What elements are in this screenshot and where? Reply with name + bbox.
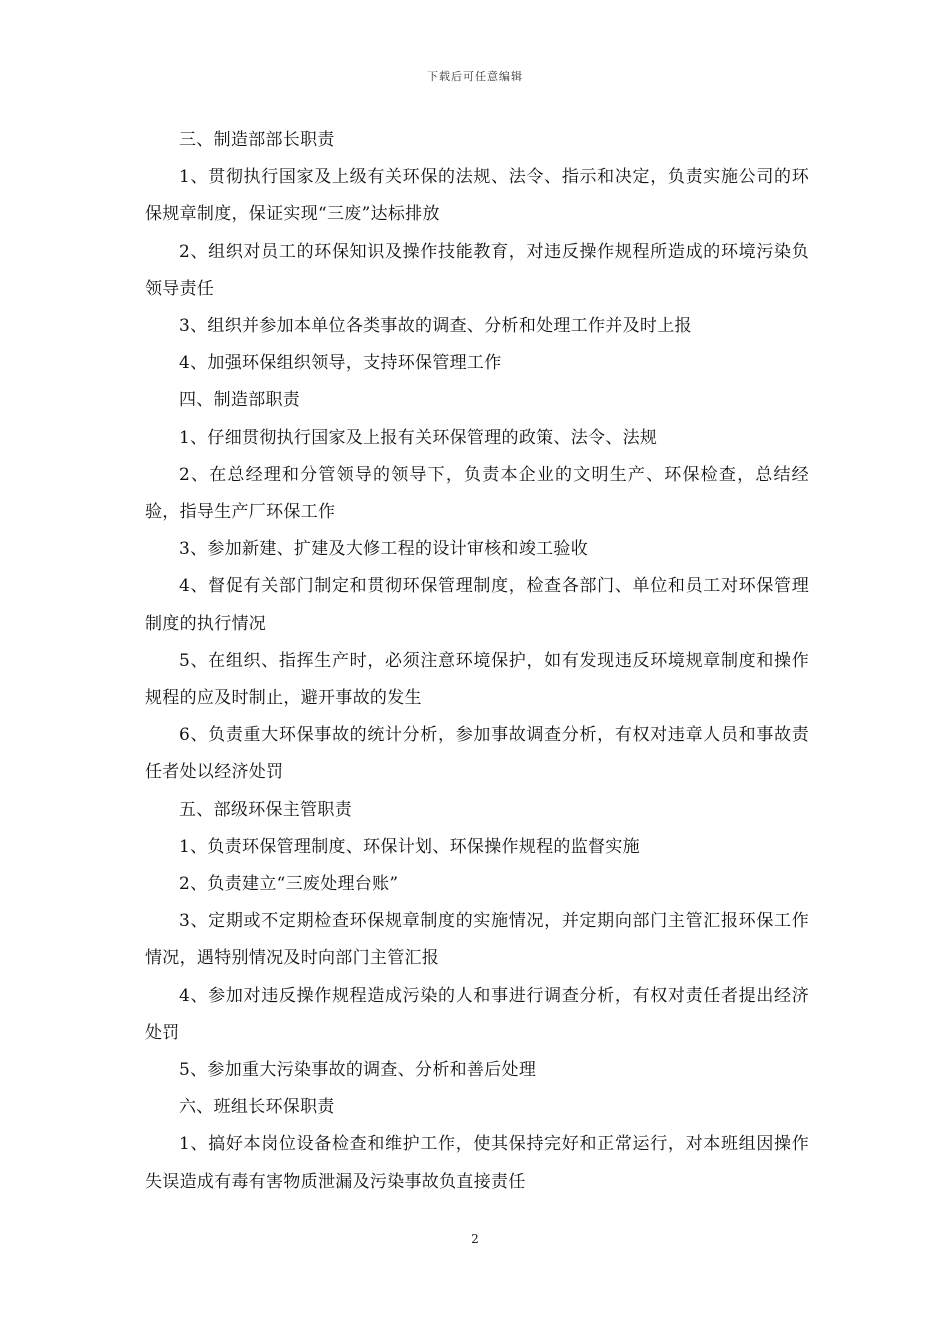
section-heading-6: 六、班组长环保职责: [179, 1097, 335, 1118]
document-body: [145, 122, 809, 1201]
paragraph: 3、定期或不定期检查环保规章制度的实施情况，并定期向部门主管汇报环保工作情况，遇特别情况及时向部门主管汇报: [145, 911, 809, 969]
paragraph: 4、加强环保组织领导，支持环保管理工作: [179, 353, 502, 374]
paragraph: 5、参加重大污染事故的调查、分析和善后处理: [179, 1060, 537, 1081]
paragraph: 1、搞好本岗位设备检查和维护工作，使其保持完好和正常运行，对本班组因操作失误造成有毒有害物质泄漏及污染事故负直接责任: [145, 1134, 809, 1192]
section-heading-5: 五、部级环保主管职责: [179, 799, 352, 820]
paragraph: 3、组织并参加本单位各类事故的调查、分析和处理工作并及时上报: [179, 316, 692, 337]
paragraph: 3、参加新建、扩建及大修工程的设计审核和竣工验收: [179, 539, 589, 560]
paragraph: 2、负责建立“三废处理台账”: [179, 874, 399, 895]
paragraph: 4、参加对违反操作规程造成污染的人和事进行调查分析，有权对责任者提出经济处罚: [145, 985, 809, 1043]
paragraph: 1、贯彻执行国家及上级有关环保的法规、法令、指示和决定，负责实施公司的环保规章制度，保证实现“三废”达标排放: [145, 167, 809, 225]
paragraph: 1、仔细贯彻执行国家及上报有关环保管理的政策、法令、法规: [179, 427, 658, 448]
paragraph: 1、负责环保管理制度、环保计划、环保操作规程的监督实施: [179, 836, 640, 857]
paragraph: 6、负责重大环保事故的统计分析，参加事故调查分析，有权对违章人员和事故责任者处以经济处罚: [145, 725, 809, 783]
paragraph: 2、组织对员工的环保知识及操作技能教育，对违反操作规程所造成的环境污染负领导责任: [145, 241, 809, 299]
paragraph: 4、督促有关部门制定和贯彻环保管理制度，检查各部门、单位和员工对环保管理制度的执行情况: [145, 576, 809, 634]
paragraph: 5、在组织、指挥生产时，必须注意环境保护，如有发现违反环境规章制度和操作规程的应及时制止，避开事故的发生: [145, 650, 809, 709]
page-header: 下载后可任意编辑: [427, 70, 523, 83]
page-number: 2: [471, 1232, 479, 1246]
section-heading-4: 四、制造部职责: [179, 390, 301, 411]
section-heading-3: 三、制造部部长职责: [179, 130, 335, 150]
paragraph: 2、在总经理和分管领导的领导下，负责本企业的文明生产、环保检查，总结经验，指导生产厂环保工作: [145, 464, 809, 523]
